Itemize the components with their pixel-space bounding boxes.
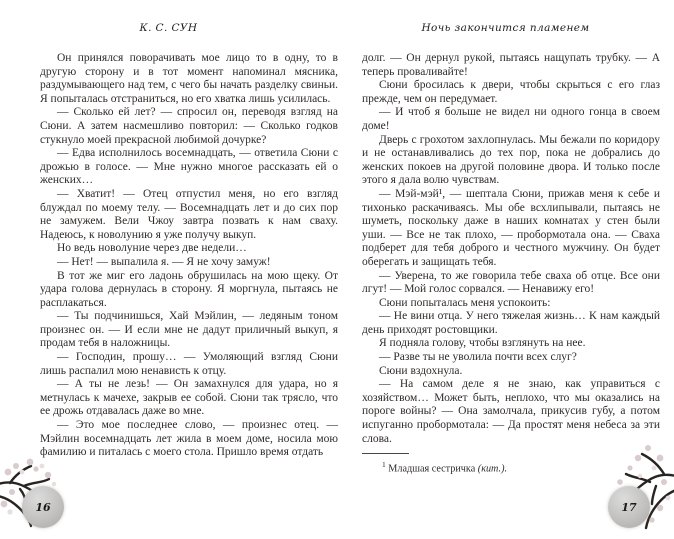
paragraph: Сюни бросилась к двери, чтобы скрыться с его глаз прежде, чем он передумает. xyxy=(362,79,660,105)
page-number-stone xyxy=(22,486,64,528)
paragraph: Но ведь новолуние через две недели… xyxy=(57,242,247,255)
left-page-text xyxy=(40,52,338,460)
page-number: 16 xyxy=(35,500,51,514)
footnote-divider xyxy=(362,453,409,454)
right-page xyxy=(337,0,674,539)
running-header-title: Ночь закончится пламенем xyxy=(421,22,590,34)
footnote-text: Младшая сестричка xyxy=(385,463,478,475)
paragraph: — Уверена, то же говорила тебе сваха об отце. Все они лгут! — Мой голос сорвался. — Ненавижу его! xyxy=(362,269,660,296)
paragraph: Сюни попыталась меня успокоить: xyxy=(379,296,551,309)
paragraph: — Нет! — выпалила я. — Я не хочу замуж! xyxy=(57,255,271,268)
running-header-author: К. С. СУН xyxy=(139,22,198,34)
paragraph: — А ты не лезь! — Он замахнулся для удара, но я метнулась к мачехе, закрыв ее собой. Сюни так трясло, что ее дрожь отдавалась даже во мне. xyxy=(40,378,338,418)
paragraph: Сюни вздохнула. xyxy=(379,364,463,377)
paragraph: — Мэй-мэй¹, — шептала Сюни, прижав меня к себе и тихонько раскачиваясь. Мы обе всхлипывали, пытаясь не шуметь, поскольку даже в наших комнатах у стен были уши. — Все не так плохо, — пробормотала она. — Сваха подберет для тебя доброго и честного мужчину. Он будет оберегать и защищать тебя. xyxy=(362,187,660,268)
paragraph: долг. — Он дернул рукой, пытаясь нащупать трубку. — А теперь проваливайте! xyxy=(362,52,660,78)
paragraph: Я подняла голову, чтобы взглянуть на нее. xyxy=(379,337,586,350)
paragraph: — Разве ты не уволила почти всех слуг? xyxy=(379,351,577,364)
paragraph: — И чтоб я больше не видел ни одного гонца в своем доме! xyxy=(362,106,660,132)
paragraph: — Это мое последнее слово, — произнес отец. — Мэйлин восемнадцать лет жила в моем доме, носила мою фамилию и питалась с моего стола. Пришло время отдать xyxy=(40,419,338,459)
right-page-paragraphs xyxy=(362,52,660,446)
paragraph: — Господин, прошу… — Умоляющий взгляд Сюни лишь распалил мою ненависть к отцу. xyxy=(40,351,338,377)
footnote xyxy=(362,459,660,476)
footnote-origin-label: (кит.). xyxy=(477,463,508,475)
footnote-marker: 1 xyxy=(382,460,386,470)
paragraph: Дверь с грохотом захлопнулась. Мы бежали по коридору и не останавливались до тех пор, пока не добрались до женских покоев на другой половине двора. И только после этого я дала волю чувствам. xyxy=(362,133,660,187)
paragraph: В тот же миг его ладонь обрушилась на мою щеку. От удара голова дернулась в сторону. Я моргнула, пытаясь не расплакаться. xyxy=(40,269,338,309)
paragraph: — Сколько ей лет? — спросил он, переводя взгляд на Сюни. А затем насмешливо повторил: — Сколько годков стукнуло моей прекрасной любимой дочурке? xyxy=(40,106,338,146)
paragraph: — Ты подчинишься, Хай Мэйлин, — ледяным тоном произнес он. — И если мне не дадут приличный выкуп, я продам тебя в наложницы. xyxy=(40,310,338,350)
paragraph: — Не вини отца. У него тяжелая жизнь… К нам каждый день приходят ростовщики. xyxy=(362,310,660,336)
paragraph: Он принялся поворачивать мое лицо то в одну, то в другую сторону и в тот момент напоминал мясника, раздумывающего над тем, с чего бы начать разделку свиньи. Я попыталась отстраниться, но его хватка лишь усилилась. xyxy=(40,52,338,105)
page-number-stone xyxy=(608,486,650,528)
paragraph: — Хватит! — Отец отпустил меня, но его взгляд блуждал по моему телу. — Восемнадцать лет и до сих пор не замужем. Вели Чжоу завтра позвать к нам сваху. Надеюсь, к новолунию я уже получу выкуп. xyxy=(40,187,338,241)
paragraph: — Едва исполнилось восемнадцать, — ответила Сюни с дрожью в голосе. — Мне нужно многое рассказать ей о женских… xyxy=(40,147,338,187)
paragraph: — На самом деле я не знаю, как управиться с хозяйством… Может быть, неплохо, что мы оказались на пороге войны? — Она замолчала, прикусив губу, а потом испуганно пробормотала: — Да простят меня небеса за эти слова. xyxy=(362,378,660,445)
right-page-text xyxy=(362,52,660,476)
page-number: 17 xyxy=(621,500,637,514)
